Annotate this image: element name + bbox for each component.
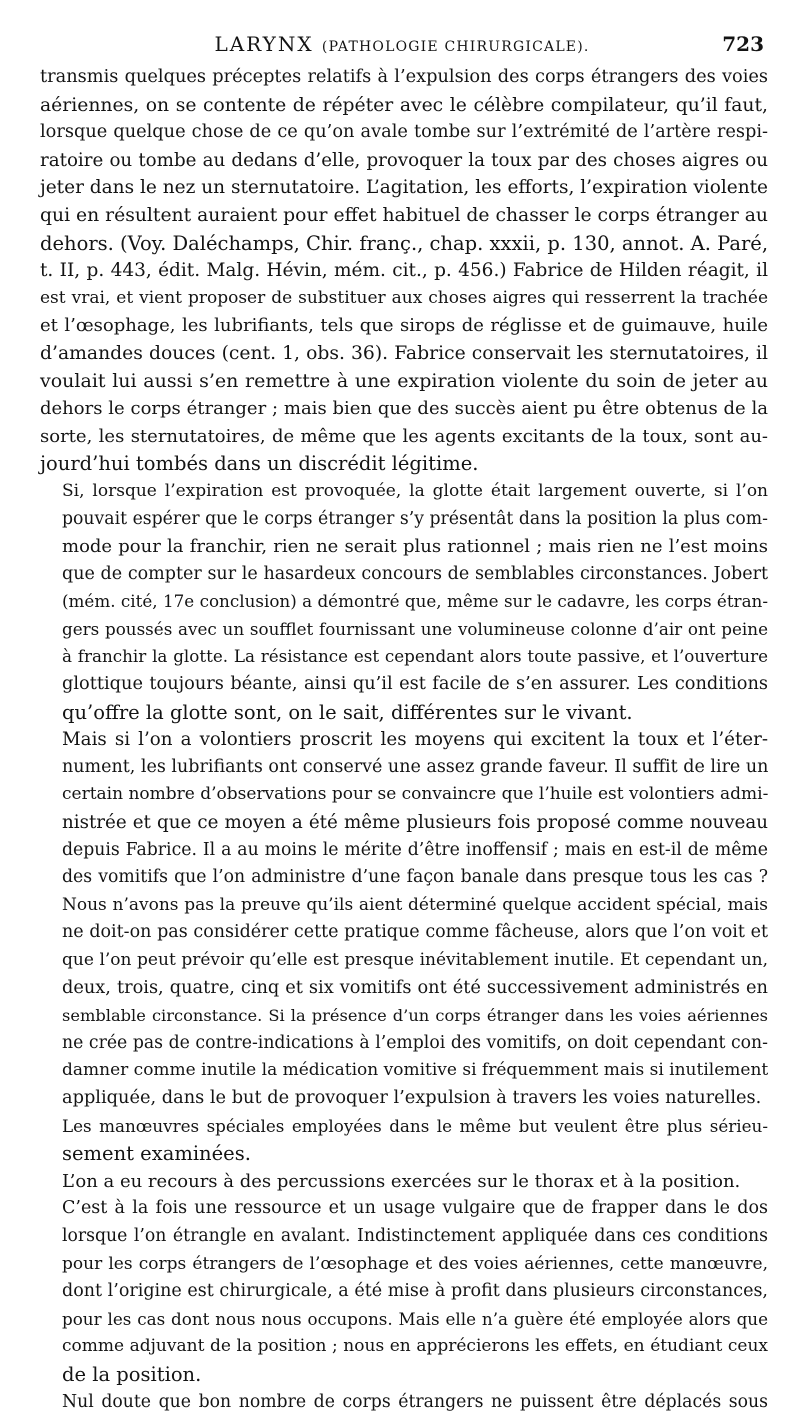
text-line: à franchir la glotte. La résistance est cependant alors toute passive, et l’ouverture [40, 643, 768, 671]
text-line: lorsque l’on étrangle en avalant. Indistinctement appliquée dans ces conditions [40, 1223, 768, 1251]
text-line: des vomitifs que l’on administre d’une façon banale dans presque tous les cas ? [40, 864, 768, 892]
text-line: que l’on peut prévoir qu’elle est presque inévitablement inutile. Et cependant un, [40, 947, 768, 975]
page-header [40, 26, 764, 60]
text-line: semblable circonstance. Si la présence d’un corps étranger dans les voies aériennes [40, 1002, 768, 1030]
paragraph [40, 478, 768, 726]
page-number: 723 [722, 32, 764, 56]
running-title [40, 32, 764, 56]
text-line: Si, lorsque l’expiration est provoquée, la glotte était largement ouverte, si l’on [40, 478, 768, 506]
text-line: de la position. [40, 1361, 768, 1389]
text-line: pouvait espérer que le corps étranger s’y présentât dans la position la plus com- [40, 506, 768, 534]
text-line: (mém. cité, 17e conclusion) a démontré que, même sur le cadavre, les corps étran- [40, 588, 768, 616]
text-line: dehors. (Voy. Daléchamps, Chir. franç., chap. xxxii, p. 130, annot. A. Paré, [40, 230, 768, 258]
paragraph [40, 1168, 768, 1196]
text-line: est vrai, et vient proposer de substituer aux choses aigres qui resserrent la trachée [40, 285, 768, 313]
text-line: C’est à la fois une ressource et un usage vulgaire que de frapper dans le dos [40, 1195, 768, 1223]
paragraph [40, 726, 768, 1112]
text-line: deux, trois, quatre, cinq et six vomitifs ont été successivement administrés en [40, 975, 768, 1003]
text-line: damner comme inutile la médication vomitive si fréquemment mais si inutilement [40, 1057, 768, 1085]
text-line: Nous n’avons pas la preuve qu’ils aient déterminé quelque accident spécial, mais [40, 892, 768, 920]
text-line: nistrée et que ce moyen a été même plusieurs fois proposé comme nouveau [40, 809, 768, 837]
body-text [40, 64, 768, 1416]
text-line: lorsque quelque chose de ce qu’on avale tombe sur l’extrémité de l’artère respi- [40, 119, 768, 147]
text-line: d’amandes douces (cent. 1, obs. 36). Fabrice conservait les sternutatoires, il [40, 340, 768, 368]
text-line: Nul doute que bon nombre de corps étrangers ne puissent être déplacés sous [40, 1389, 768, 1416]
text-line: dont l’origine est chirurgicale, a été mise à profit dans plusieurs circonstances, [40, 1278, 768, 1306]
text-line: certain nombre d’observations pour se convaincre que l’huile est volontiers admi- [40, 781, 768, 809]
text-line: jourd’hui tombés dans un discrédit légitime. [40, 450, 768, 478]
paragraph [40, 1113, 768, 1168]
text-line: ne doit-on pas considérer cette pratique comme fâcheuse, alors que l’on voit et [40, 919, 768, 947]
text-line: aériennes, on se contente de répéter avec le célèbre compilateur, qu’il faut, [40, 92, 768, 120]
paragraph [40, 1195, 768, 1388]
paragraph [40, 64, 768, 478]
text-line: comme adjuvant de la position ; nous en apprécierons les effets, en étudiant ceux [40, 1333, 768, 1361]
text-line: jeter dans le nez un sternutatoire. L’agitation, les efforts, l’expiration violente [40, 174, 768, 202]
text-line: et l’œsophage, les lubrifiants, tels que sirops de réglisse et de guimauve, huile [40, 312, 768, 340]
text-line: depuis Fabrice. Il a au moins le mérite d’être inoffensif ; mais en est-il de même [40, 837, 768, 865]
text-line: Mais si l’on a volontiers proscrit les moyens qui excitent la toux et l’éter- [40, 726, 768, 754]
running-title-main: LARYNX [214, 32, 313, 56]
text-line: Les manœuvres spéciales employées dans le même but veulent être plus sérieu- [40, 1113, 768, 1141]
text-line: pour les corps étrangers de l’œsophage et des voies aériennes, cette manœuvre, [40, 1251, 768, 1279]
text-line: ne crée pas de contre-indications à l’emploi des vomitifs, on doit cependant con- [40, 1030, 768, 1058]
text-line: gers poussés avec un soufflet fournissant une volumineuse colonne d’air ont peine [40, 616, 768, 644]
text-line: transmis quelques préceptes relatifs à l’expulsion des corps étrangers des voies [40, 64, 768, 92]
text-line: sement examinées. [40, 1140, 768, 1168]
text-line: dehors le corps étranger ; mais bien que des succès aient pu être obtenus de la [40, 395, 768, 423]
text-line: que de compter sur le hasardeux concours de semblables circonstances. Jobert [40, 561, 768, 589]
text-line: mode pour la franchir, rien ne serait plus rationnel ; mais rien ne l’est moins [40, 533, 768, 561]
text-line: nument, les lubrifiants ont conservé une assez grande faveur. Il suffit de lire un [40, 754, 768, 782]
text-line: voulait lui aussi s’en remettre à une expiration violente du soin de jeter au [40, 368, 768, 396]
text-line: L’on a eu recours à des percussions exercées sur le thorax et à la position. [40, 1168, 768, 1196]
text-line: qui en résultent auraient pour effet habituel de chasser le corps étranger au [40, 202, 768, 230]
paragraph [40, 1389, 768, 1416]
text-line: glottique toujours béante, ainsi qu’il est facile de s’en assurer. Les conditions [40, 671, 768, 699]
text-line: sorte, les sternutatoires, de même que les agents excitants de la toux, sont au- [40, 423, 768, 451]
text-line: pour les cas dont nous nous occupons. Mais elle n’a guère été employée alors que [40, 1306, 768, 1334]
running-title-sub: (PATHOLOGIE CHIRURGICALE). [322, 39, 590, 55]
text-line: t. II, p. 443, édit. Malg. Hévin, mém. cit., p. 456.) Fabrice de Hilden réagit, il [40, 257, 768, 285]
text-line: ratoire ou tombe au dedans d’elle, provoquer la toux par des choses aigres ou [40, 147, 768, 175]
text-line: appliquée, dans le but de provoquer l’expulsion à travers les voies naturelles. [40, 1085, 768, 1113]
text-line: qu’offre la glotte sont, on le sait, différentes sur le vivant. [40, 699, 768, 727]
